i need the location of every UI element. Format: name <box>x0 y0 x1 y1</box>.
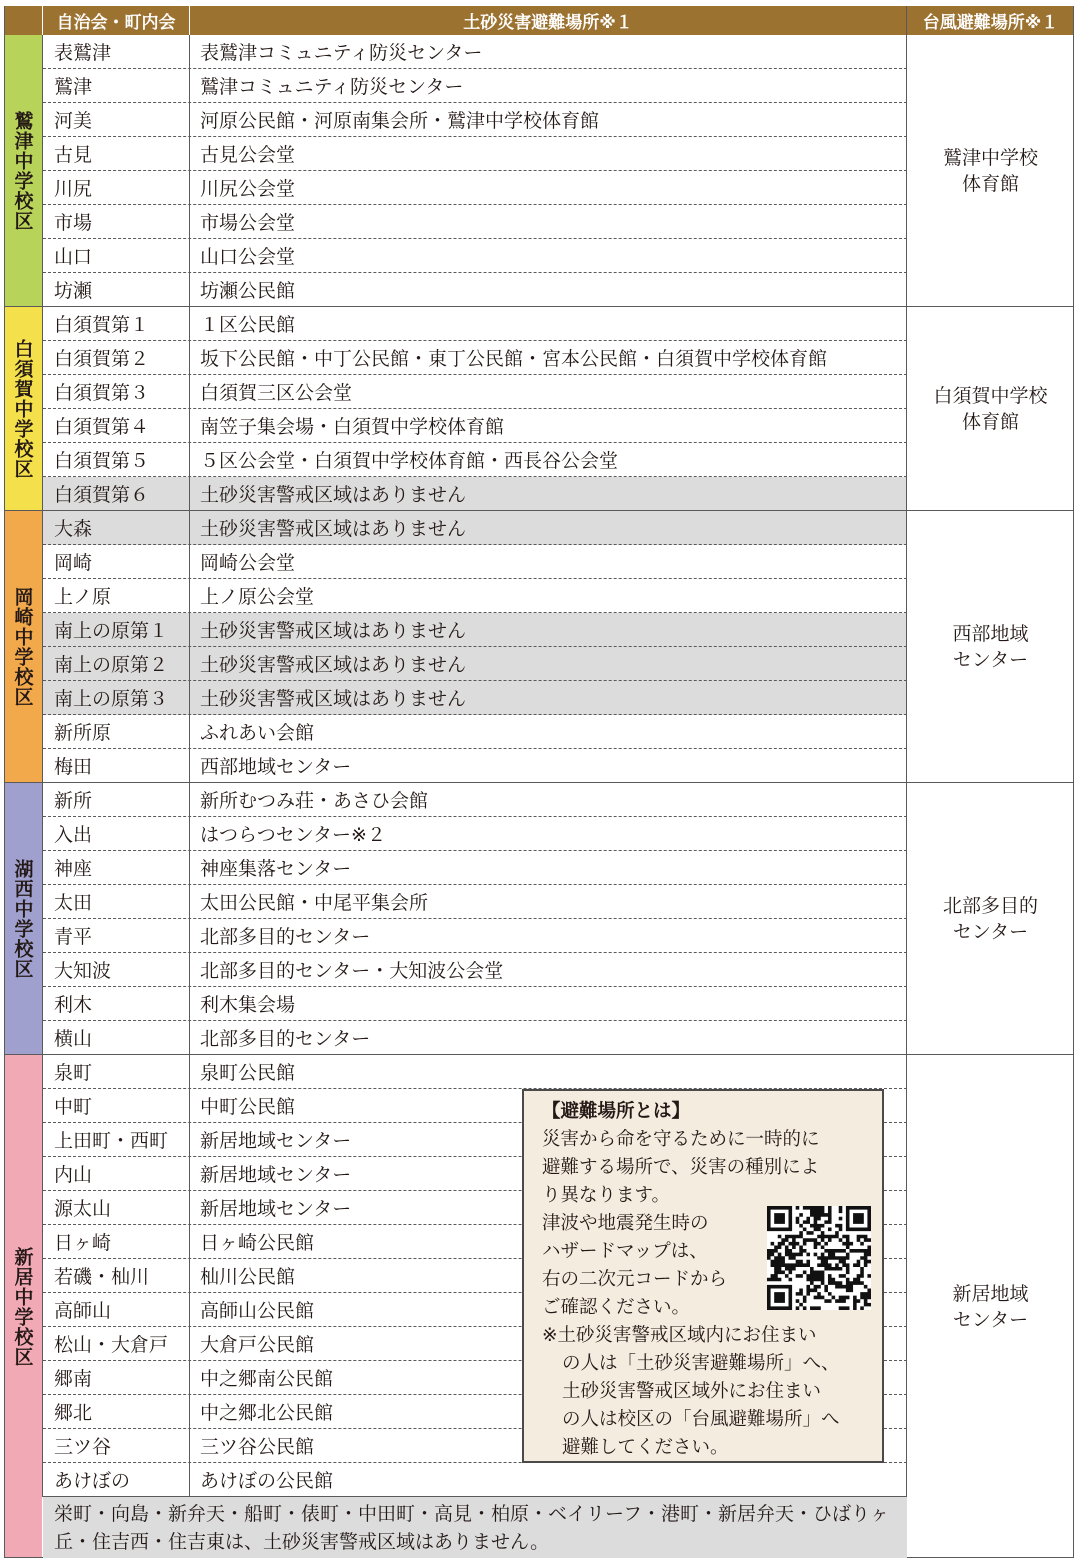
landslide-shelter-cell: 上ノ原公会堂 <box>200 586 315 608</box>
landslide-shelter-cell: 太田公民館・中尾平集会所 <box>200 892 429 914</box>
neighborhood-cell: 郷南 <box>54 1368 93 1390</box>
landslide-shelter-cell: 白須賀三区公会堂 <box>200 382 353 404</box>
neighborhood-cell: 高師山 <box>54 1300 112 1322</box>
landslide-shelter-cell: ふれあい会館 <box>200 722 315 744</box>
table-row <box>43 919 907 953</box>
neighborhood-cell: 岡崎 <box>54 552 93 574</box>
landslide-shelter-cell: 中之郷北公民館 <box>200 1402 334 1424</box>
neighborhood-cell: 太田 <box>54 892 93 914</box>
landslide-shelter-cell: 表鷲津コミュニティ防災センター <box>200 42 483 64</box>
table-row <box>43 511 907 545</box>
district-name: 鷲津中学校区 <box>11 111 34 231</box>
district-name: 白須賀中学校区 <box>11 339 34 479</box>
info-box-note-line: 避難してください。 <box>562 1437 729 1458</box>
typhoon-shelter-cell: 北部多目的 センター <box>942 895 1038 943</box>
table-row <box>43 69 907 103</box>
info-box-note-line: ※土砂災害警戒区域内にお住まい <box>542 1325 817 1346</box>
qr-modules <box>767 1206 871 1310</box>
landslide-shelter-cell: 新居地域センター <box>200 1164 352 1186</box>
table-row <box>43 715 907 749</box>
info-box-line: 右の二次元コードから <box>542 1269 728 1290</box>
column-rule <box>1073 6 1074 1558</box>
neighborhood-cell: 白須賀第６ <box>54 484 150 506</box>
table-row <box>43 1021 907 1055</box>
table-row <box>43 783 907 817</box>
landslide-shelter-cell: 岡崎公会堂 <box>200 552 296 574</box>
landslide-shelter-cell: 北部多目的センター・大知波公会堂 <box>200 960 504 982</box>
info-box-note-line: の人は校区の「台風避難場所」へ <box>562 1409 840 1430</box>
neighborhood-cell: 郷北 <box>54 1402 93 1424</box>
table-row <box>43 817 907 851</box>
landslide-shelter-cell: 土砂災害警戒区域はありません <box>200 620 467 642</box>
table-row <box>43 307 907 341</box>
typhoon-shelter-cell: 鷲津中学校 体育館 <box>942 147 1038 195</box>
table-row <box>43 273 907 307</box>
neighborhood-cell: 上ノ原 <box>54 586 112 608</box>
info-box-note-line: 土砂災害警戒区域外にお住まい <box>562 1381 822 1402</box>
landslide-shelter-cell: 利木集会場 <box>200 994 296 1016</box>
neighborhood-cell: 山口 <box>54 246 93 268</box>
neighborhood-cell: 大知波 <box>54 960 112 982</box>
neighborhood-cell: 上田町・西町 <box>54 1130 169 1152</box>
landslide-shelter-cell: 北部多目的センター <box>200 926 371 948</box>
neighborhood-cell: 新所原 <box>54 722 112 744</box>
neighborhood-cell: 鷲津 <box>54 76 93 98</box>
landslide-shelter-cell: ５区公会堂・白須賀中学校体育館・西長谷公会堂 <box>200 450 619 472</box>
column-rule <box>4 6 5 1558</box>
neighborhood-cell: 河美 <box>54 110 93 132</box>
hazard-map-qr-code-icon[interactable] <box>767 1206 871 1310</box>
table-row <box>43 1463 907 1497</box>
neighborhood-cell: 神座 <box>54 858 93 880</box>
landslide-shelter-cell: 南笠子集会場・白須賀中学校体育館 <box>200 416 505 438</box>
neighborhood-cell: 白須賀第４ <box>54 416 150 438</box>
neighborhood-cell: 泉町 <box>54 1062 93 1084</box>
table-row <box>43 205 907 239</box>
neighborhood-cell: 白須賀第２ <box>54 348 150 370</box>
district-name: 新居中学校区 <box>11 1246 34 1367</box>
header-typhoon-shelter: 台風避難場所※１ <box>907 6 1074 35</box>
landslide-shelter-cell: 中之郷南公民館 <box>200 1368 334 1390</box>
info-box-line: ご確認ください。 <box>542 1297 691 1318</box>
landslide-shelter-cell: 新居地域センター <box>200 1198 352 1220</box>
neighborhood-cell: 白須賀第３ <box>54 382 150 404</box>
neighborhood-cell: 松山・大倉戸 <box>54 1334 169 1356</box>
info-box-line: り異なります。 <box>542 1185 671 1206</box>
neighborhood-cell: 川尻 <box>54 178 93 200</box>
header-district <box>4 6 42 35</box>
neighborhood-cell: 梅田 <box>54 756 93 778</box>
info-box-title: 【避難場所とは】 <box>542 1101 691 1122</box>
column-rule <box>906 6 907 1558</box>
landslide-shelter-cell: 三ツ谷公民館 <box>200 1436 315 1458</box>
table-row <box>43 953 907 987</box>
table-row <box>43 375 907 409</box>
landslide-shelter-cell: 高師山公民館 <box>200 1300 315 1322</box>
district-band <box>4 35 42 307</box>
info-box-line: 災害から命を守るために一時的に <box>542 1129 820 1150</box>
table-row <box>43 987 907 1021</box>
landslide-shelter-cell: 泉町公民館 <box>200 1062 296 1084</box>
landslide-shelter-cell: 日ヶ崎公民館 <box>200 1232 315 1254</box>
landslide-shelter-cell: 土砂災害警戒区域はありません <box>200 518 467 540</box>
neighborhood-cell: 日ヶ崎 <box>54 1232 112 1254</box>
table-row <box>43 613 907 647</box>
neighborhood-cell: 内山 <box>54 1164 93 1186</box>
district-name: 湖西中学校区 <box>11 859 34 979</box>
column-rule <box>189 35 190 1497</box>
neighborhood-cell: 白須賀第５ <box>54 450 150 472</box>
table-row <box>43 443 907 477</box>
evacuation-info-box <box>522 1089 884 1463</box>
neighborhood-cell: 横山 <box>54 1028 93 1050</box>
shelter-table-container <box>4 6 1074 1558</box>
neighborhood-cell: 三ツ谷 <box>54 1436 112 1458</box>
neighborhood-cell: 坊瀬 <box>54 280 93 302</box>
header-landslide-shelter: 土砂災害避難場所※１ <box>190 6 906 35</box>
no-hazard-area-footnote: 栄町・向島・新弁天・船町・俵町・中田町・高見・柏原・ベイリーフ・港町・新居弁天・ひばりヶ丘・住吉西・住吉東は、土砂災害警戒区域はありません。 <box>43 1497 907 1558</box>
neighborhood-cell: 南上の原第２ <box>54 654 169 676</box>
landslide-shelter-cell: 杣川公民館 <box>200 1266 296 1288</box>
landslide-shelter-cell: はつらつセンター※２ <box>200 824 386 846</box>
info-box-line: ハザードマップは、 <box>542 1241 708 1262</box>
table-row <box>43 579 907 613</box>
neighborhood-cell: 大森 <box>54 518 93 540</box>
table-row <box>43 545 907 579</box>
column-rule <box>42 35 43 1497</box>
table-row <box>43 851 907 885</box>
table-row <box>43 239 907 273</box>
neighborhood-cell: 若磯・杣川 <box>54 1266 150 1288</box>
neighborhood-cell: 入出 <box>54 824 93 846</box>
info-box-line: 津波や地震発生時の <box>542 1213 709 1234</box>
landslide-shelter-cell: 土砂災害警戒区域はありません <box>200 688 467 710</box>
landslide-shelter-cell: 新所むつみ荘・あさひ会館 <box>200 790 429 812</box>
table-row <box>43 1055 907 1089</box>
header-neighborhood: 自治会・町内会 <box>43 6 189 35</box>
neighborhood-cell: 新所 <box>54 790 93 812</box>
landslide-shelter-cell: 坊瀬公民館 <box>200 280 296 302</box>
table-row <box>43 103 907 137</box>
table-row <box>43 409 907 443</box>
landslide-shelter-cell: 坂下公民館・中丁公民館・東丁公民館・宮本公民館・白須賀中学校体育館 <box>200 348 828 370</box>
table-row <box>43 681 907 715</box>
table-row <box>43 137 907 171</box>
table-row <box>43 341 907 375</box>
landslide-shelter-cell: 中町公民館 <box>200 1096 296 1118</box>
table-row <box>43 171 907 205</box>
neighborhood-cell: 市場 <box>54 212 93 234</box>
landslide-shelter-cell: １区公民館 <box>200 314 296 336</box>
landslide-shelter-cell: 大倉戸公民館 <box>200 1334 315 1356</box>
table-row <box>43 885 907 919</box>
neighborhood-cell: 南上の原第１ <box>54 620 169 642</box>
landslide-shelter-cell: 河原公民館・河原南集会所・鷲津中学校体育館 <box>200 110 600 132</box>
landslide-shelter-cell: 川尻公会堂 <box>200 178 296 200</box>
landslide-shelter-cell: あけぼの公民館 <box>200 1470 334 1492</box>
district-band <box>4 783 42 1055</box>
landslide-shelter-cell: 山口公会堂 <box>200 246 296 268</box>
info-box-note-line: の人は「土砂災害避難場所」へ、 <box>562 1353 840 1374</box>
neighborhood-cell: 表鷲津 <box>54 42 112 64</box>
district-band <box>4 307 42 511</box>
landslide-shelter-cell: 北部多目的センター <box>200 1028 371 1050</box>
table-row <box>43 749 907 783</box>
neighborhood-cell: 古見 <box>54 144 93 166</box>
district-band <box>4 1055 42 1558</box>
landslide-shelter-cell: 西部地域センター <box>200 756 352 778</box>
typhoon-shelter-cell: 新居地域 センター <box>952 1282 1029 1331</box>
typhoon-shelter-cell: 西部地域 センター <box>952 623 1029 671</box>
neighborhood-cell: 白須賀第１ <box>54 314 150 336</box>
neighborhood-cell: 利木 <box>54 994 93 1016</box>
typhoon-shelter-cell: 白須賀中学校 体育館 <box>933 385 1048 433</box>
table-row <box>43 477 907 511</box>
landslide-shelter-cell: 土砂災害警戒区域はありません <box>200 484 467 506</box>
neighborhood-cell: 源太山 <box>54 1198 112 1220</box>
info-box-line: 避難する場所で、災害の種別によ <box>542 1157 820 1178</box>
landslide-shelter-cell: 神座集落センター <box>200 858 352 880</box>
district-name: 岡崎中学校区 <box>11 587 34 707</box>
table-row <box>43 35 907 69</box>
qr-code-graphic <box>767 1206 871 1310</box>
landslide-shelter-cell: 新居地域センター <box>200 1130 352 1152</box>
neighborhood-cell: 青平 <box>54 926 93 948</box>
neighborhood-cell: 南上の原第３ <box>54 688 169 710</box>
neighborhood-cell: あけぼの <box>54 1470 131 1492</box>
table-row <box>43 647 907 681</box>
district-band <box>4 511 42 783</box>
landslide-shelter-cell: 土砂災害警戒区域はありません <box>200 654 467 676</box>
landslide-shelter-cell: 鷲津コミュニティ防災センター <box>200 76 464 98</box>
landslide-shelter-cell: 市場公会堂 <box>200 212 296 234</box>
landslide-shelter-cell: 古見公会堂 <box>200 144 296 166</box>
neighborhood-cell: 中町 <box>54 1096 93 1118</box>
